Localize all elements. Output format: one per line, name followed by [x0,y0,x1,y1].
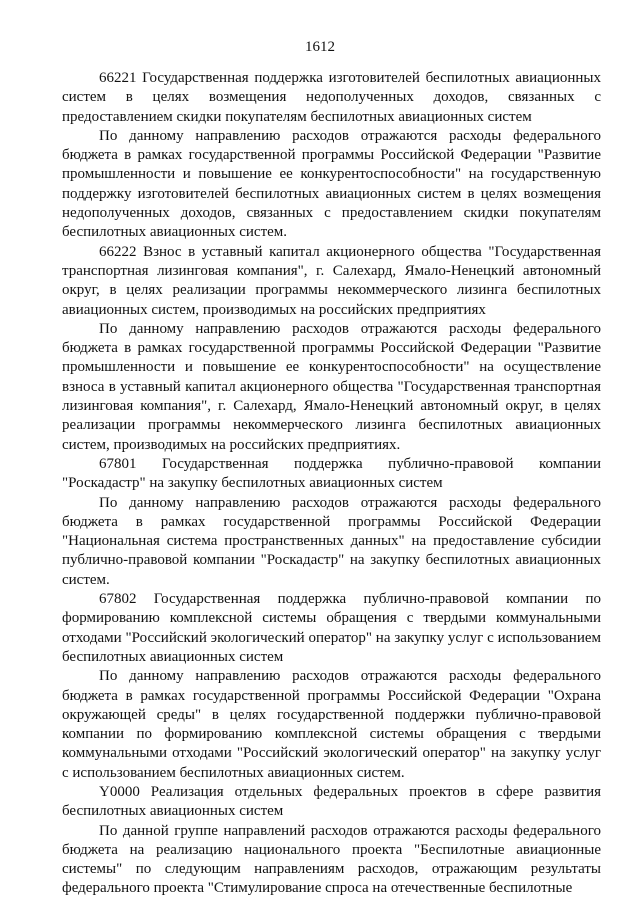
paragraph-description-67802: По данному направлению расходов отражаются расходы федерального бюджета в рамках государственной программы Российской Федерации "Охрана окружающей среды" в целях государственной поддержки публично-правовой компании по формированию комплексной системы обращения с твердыми коммунальными отходами "Российский экологический оператор" на закупку услуг с использованием беспилотных авиационных систем. [62,668,601,781]
paragraph-heading-66221: 66221 Государственная поддержка изготовителей беспилотных авиационных систем в целях возмещения недополученных доходов, связанных с предоставлением скидки покупателям беспилотных авиационных систем [62,70,601,125]
paragraph-heading-66222: 66222 Взнос в уставный капитал акционерного общества "Государственная транспортная лизинговая компания", г. Салехард, Ямало-Ненецкий автономный округ, в целях реализации программы некоммерческого лизинга беспилотных авиационных систем, производимых на российских предприятиях [62,243,601,318]
paragraph-heading-y0000: Y0000 Реализация отдельных федеральных проектов в сфере развития беспилотных авиационных систем [62,783,601,820]
paragraph-heading-67801: 67801 Государственная поддержка публично-правовой компании "Роскадастр" на закупку беспилотных авиационных систем [62,455,601,492]
paragraph-description-67801: По данному направлению расходов отражаются расходы федерального бюджета в рамках государственной программы Российской Федерации "Национальная система пространственных данных" на предоставление субсидии публично-правовой компании "Роскадастр" на закупку беспилотных авиационных систем. [62,494,601,588]
paragraph-description-y0000: По данной группе направлений расходов отражаются расходы федерального бюджета на реализацию национального проекта "Беспилотные авиационные системы" по следующим направлениям расходов, отражающим результаты федерального проекта "Стимулирование спроса на отечественные беспилотные [62,822,601,897]
document-body [62,69,601,899]
page-number: 1612 [305,39,335,55]
paragraph-heading-67802: 67802 Государственная поддержка публично-правовой компании по формированию комплексной системы обращения с твердыми коммунальными отходами "Российский экологический оператор" на закупку услуг с использованием беспилотных авиационных систем [62,591,601,665]
paragraph-description-66222: По данному направлению расходов отражаются расходы федерального бюджета в рамках государственной программы Российской Федерации "Развитие промышленности и повышение ее конкурентоспособности" на осуществление взноса в уставный капитал акционерного общества "Государственная транспортная лизинговая компания", г. Салехард, Ямало-Ненецкий автономный округ, в целях реализации программы некоммерческого лизинга беспилотных авиационных систем, производимых на российских предприятиях. [62,320,601,453]
paragraph-description-66221: По данному направлению расходов отражаются расходы федерального бюджета в рамках государственной программы Российской Федерации "Развитие промышленности и повышение ее конкурентоспособности" на государственную поддержку изготовителей беспилотных авиационных систем в целях возмещения недополученных доходов, связанных с предоставлением скидки покупателям беспилотных авиационных систем. [62,127,601,241]
